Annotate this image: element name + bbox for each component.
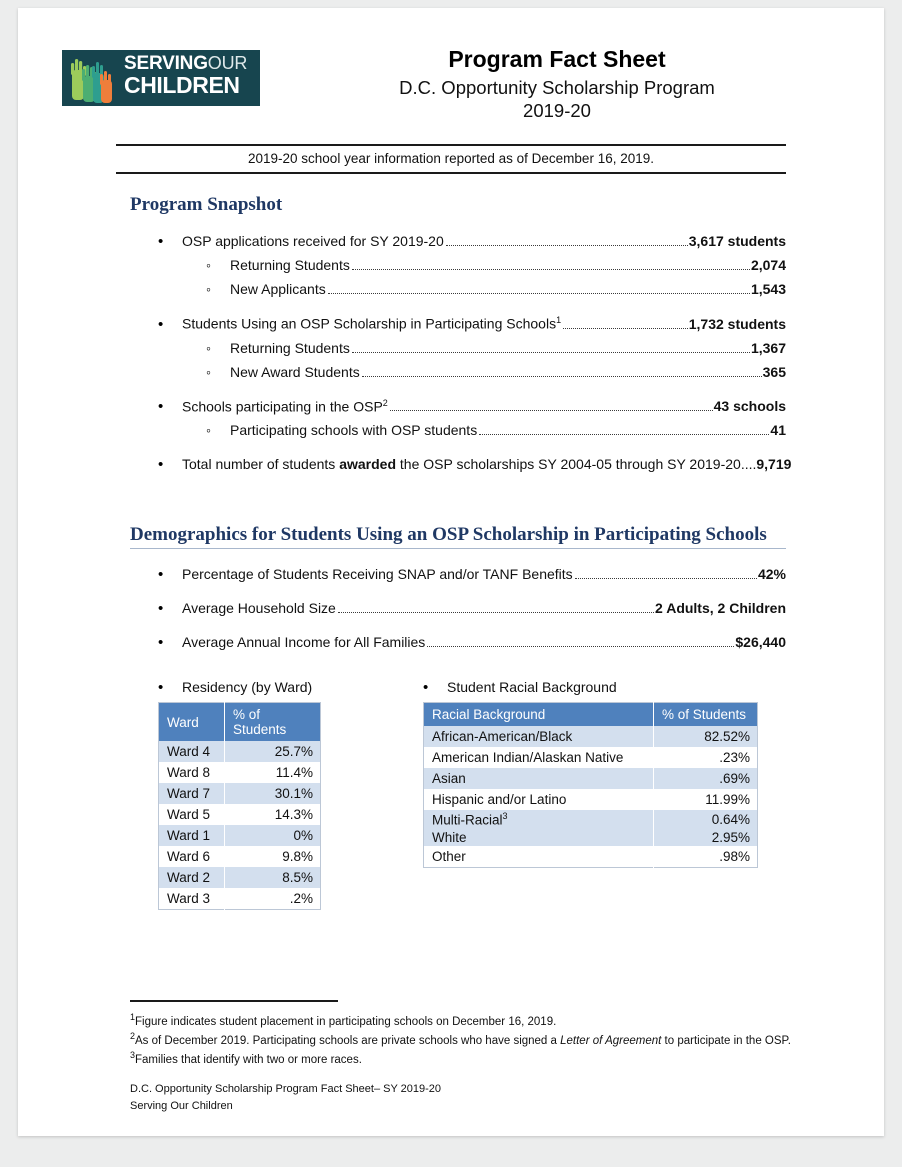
race-table-block	[423, 679, 758, 910]
footnote-ref: 3	[502, 811, 508, 822]
list-item	[158, 634, 884, 651]
cell-pct: 2.95%	[654, 829, 758, 846]
item-label: Students Using an OSP Scholarship in Participating Schools	[182, 315, 557, 332]
leader-dots	[352, 352, 750, 353]
title-block	[230, 46, 884, 122]
leader-dots	[352, 269, 750, 270]
column-header-pct: % of Students	[225, 703, 321, 742]
cell-race: Multi-Racial	[432, 812, 503, 828]
item-value: 1,367	[750, 339, 786, 356]
cell-pct: 0%	[225, 825, 321, 846]
bullet-icon	[158, 601, 182, 616]
sub-bullet-icon	[206, 423, 230, 437]
cell-pct: 0.64%	[654, 810, 758, 829]
demographics-list	[18, 566, 884, 651]
column-header-race: Racial Background	[424, 703, 654, 727]
column-header-pct: % of Students	[654, 703, 758, 727]
tables-row	[18, 679, 884, 910]
bullet-icon	[158, 680, 182, 695]
item-value: 42%	[757, 566, 786, 583]
cell-ward: Ward 6	[159, 846, 225, 867]
table-row	[159, 825, 321, 846]
cell-ward: Ward 8	[159, 762, 225, 783]
sub-bullet-icon	[206, 365, 230, 379]
item-label: Average Annual Income for All Families	[182, 634, 426, 651]
table-row	[424, 726, 758, 747]
report-date-banner: 2019-20 school year information reported as of December 16, 2019.	[116, 144, 786, 174]
footnote-marker: 3	[130, 1050, 136, 1061]
cell-ward: Ward 4	[159, 741, 225, 762]
item-value: 2 Adults, 2 Children	[655, 600, 786, 617]
item-value: 2,074	[750, 257, 786, 273]
table-row	[159, 783, 321, 804]
list-item	[158, 600, 884, 617]
table-row	[159, 804, 321, 825]
table-row	[159, 867, 321, 888]
item-label: Percentage of Students Receiving SNAP and/or TANF Benefits	[182, 566, 573, 583]
logo-line2: CHILDREN	[124, 72, 240, 98]
item-value: 41	[770, 422, 786, 439]
leader-dots	[479, 434, 769, 435]
cell-pct: 11.4%	[225, 762, 321, 783]
table-row	[424, 829, 758, 846]
list-item	[158, 398, 884, 416]
cell-race: American Indian/Alaskan Native	[424, 747, 654, 768]
total-label-post: the OSP scholarships SY 2004-05 through SY 2019-20	[396, 456, 741, 473]
footnote-1-text: Figure indicates student placement in participating schools on December 16, 2019.	[135, 1015, 557, 1028]
cell-pct: 11.99%	[654, 789, 758, 810]
footnote-separator	[130, 1000, 338, 1002]
bullet-icon	[158, 567, 182, 582]
cell-pct: .2%	[225, 888, 321, 910]
table-row	[424, 810, 758, 829]
cell-pct: 25.7%	[225, 741, 321, 762]
cell-pct: 30.1%	[225, 783, 321, 804]
item-value: 1,732 students	[688, 315, 786, 332]
list-item-total-awarded	[158, 456, 884, 472]
cell-race: Hispanic and/or Latino	[424, 789, 654, 810]
cell-pct: 9.8%	[225, 846, 321, 867]
leader-dots	[362, 376, 762, 377]
footnote-ref: 2	[382, 397, 388, 408]
footnote-2-italic: Letter of Agreement	[560, 1034, 662, 1047]
cell-ward: Ward 3	[159, 888, 225, 910]
list-item	[158, 233, 884, 250]
cell-race: White	[424, 829, 654, 846]
leader-dots	[563, 328, 688, 329]
leader-dots	[575, 578, 757, 579]
table-row	[424, 747, 758, 768]
cell-ward: Ward 2	[159, 867, 225, 888]
cell-ward: Ward 1	[159, 825, 225, 846]
total-value: 9,719	[756, 456, 792, 473]
cell-pct: 8.5%	[225, 867, 321, 888]
cell-race: Other	[424, 846, 654, 868]
bullet-icon	[158, 457, 182, 472]
footnote-3	[130, 1049, 804, 1068]
page-title: Program Fact Sheet	[448, 46, 666, 72]
cell-pct: 14.3%	[225, 804, 321, 825]
cell-race: Asian	[424, 768, 654, 789]
table-row	[159, 741, 321, 762]
residency-by-ward-table	[158, 702, 321, 910]
logo-line1-thin: OUR	[207, 53, 248, 73]
race-table-caption	[423, 679, 758, 695]
table-header-row	[159, 703, 321, 742]
total-label-pre: Total number of students	[182, 456, 340, 473]
document-page	[18, 8, 884, 1136]
table-row	[159, 846, 321, 867]
footnotes-block	[130, 1000, 804, 1114]
cell-pct: .98%	[654, 846, 758, 868]
leader-dots	[446, 245, 688, 246]
footnote-2-text-a: As of December 2019. Participating schools are private schools who have signed a	[135, 1034, 561, 1047]
page-year: 2019-20	[523, 100, 591, 121]
document-header	[18, 8, 884, 122]
item-label: Returning Students	[230, 257, 350, 273]
caption-label: Student Racial Background	[447, 679, 617, 696]
table-row	[424, 768, 758, 789]
page-subtitle: D.C. Opportunity Scholarship Program	[399, 77, 715, 98]
footnote-3-text: Families that identify with two or more races.	[135, 1054, 362, 1067]
item-label: OSP applications received for SY 2019-20	[182, 233, 444, 249]
serving-our-children-logo	[62, 50, 260, 106]
section-heading-demographics: Demographics for Students Using an OSP Scholarship in Participating Schools	[130, 524, 786, 549]
student-racial-background-table	[423, 702, 758, 868]
table-row	[424, 846, 758, 868]
column-header-ward: Ward	[159, 703, 225, 742]
table-row	[159, 762, 321, 783]
leader-dots	[427, 646, 734, 647]
bullet-icon	[423, 680, 447, 695]
item-label: Returning Students	[230, 339, 350, 356]
item-label: Participating schools with OSP students	[230, 422, 478, 439]
item-value: 3,617 students	[688, 233, 786, 249]
footnote-marker: 2	[130, 1031, 136, 1042]
list-item	[206, 364, 884, 381]
sub-bullet-icon	[206, 341, 230, 355]
bullet-icon	[158, 317, 182, 332]
list-item	[158, 566, 884, 583]
bullet-icon	[158, 399, 182, 414]
item-label: New Award Students	[230, 363, 360, 380]
total-leader-dots: ....	[740, 456, 757, 473]
cell-race: African-American/Black	[424, 726, 654, 747]
item-label: Schools participating in the OSP	[182, 398, 383, 415]
leader-dots	[338, 612, 654, 613]
cell-ward: Ward 7	[159, 783, 225, 804]
footnote-marker: 1	[130, 1012, 136, 1022]
document-identifier	[130, 1081, 804, 1114]
sub-bullet-icon	[206, 282, 230, 296]
section-heading-program-snapshot: Program Snapshot	[130, 194, 283, 215]
cell-pct: 82.52%	[654, 726, 758, 747]
logo-wordmark	[124, 54, 247, 97]
list-item	[206, 340, 884, 357]
item-value: $26,440	[735, 634, 786, 651]
item-value: 365	[762, 363, 786, 380]
ward-table-block	[158, 679, 321, 910]
cell-pct: .69%	[654, 768, 758, 789]
list-item	[206, 422, 884, 439]
leader-dots	[328, 293, 750, 294]
table-row	[424, 789, 758, 810]
footnote-2-text-b: to participate in the OSP.	[661, 1034, 791, 1047]
list-item	[158, 315, 884, 333]
program-snapshot-list	[18, 233, 884, 472]
sub-bullet-icon	[206, 258, 230, 272]
cell-pct: .23%	[654, 747, 758, 768]
bullet-icon	[158, 635, 182, 650]
item-label: Average Household Size	[182, 600, 336, 617]
item-value: 43 schools	[713, 398, 786, 415]
total-label-bold: awarded	[339, 456, 397, 473]
raised-hands-icon	[62, 50, 122, 106]
bullet-icon	[158, 234, 182, 249]
table-row	[159, 888, 321, 910]
footnote-ref: 1	[556, 315, 562, 325]
doc-id-line-2: Serving Our Children	[130, 1099, 233, 1112]
list-item	[206, 281, 884, 298]
logo-line1-bold: SERVING	[124, 53, 208, 74]
footnote-1	[130, 1011, 804, 1030]
item-label: New Applicants	[230, 281, 326, 297]
list-item	[206, 257, 884, 274]
item-value: 1,543	[750, 281, 786, 297]
ward-table-caption	[158, 679, 321, 695]
table-header-row	[424, 703, 758, 727]
footnote-2	[130, 1030, 804, 1049]
leader-dots	[390, 410, 713, 411]
caption-label: Residency (by Ward)	[182, 679, 313, 696]
doc-id-line-1: D.C. Opportunity Scholarship Program Fact Sheet– SY 2019-20	[130, 1083, 442, 1096]
cell-ward: Ward 5	[159, 804, 225, 825]
